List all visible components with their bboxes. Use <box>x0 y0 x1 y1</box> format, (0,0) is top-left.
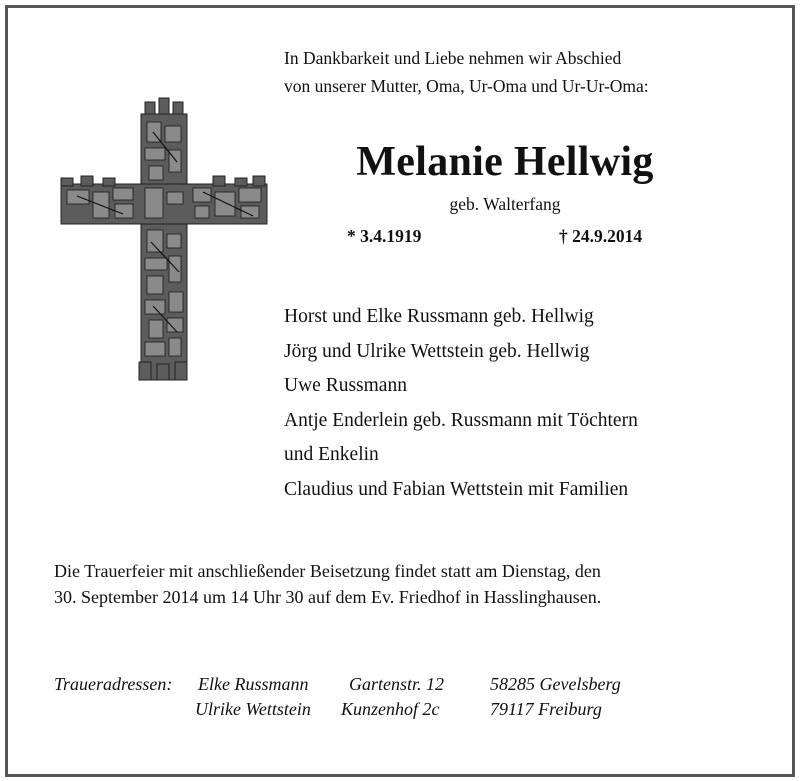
mourner-line: Claudius und Fabian Wettstein mit Familien <box>284 478 629 500</box>
address-city: 58285 Gevelsberg <box>490 674 621 694</box>
mourners-list <box>284 300 638 507</box>
maiden-name: geb. Walterfang <box>449 194 561 214</box>
mourner-line: und Enkelin <box>284 444 379 465</box>
mourner-line: Horst und Elke Russmann geb. Hellwig <box>284 306 594 327</box>
mourner-line: Antje Enderlein geb. Russmann mit Töchtern <box>284 409 638 431</box>
birth-date: * 3.4.1919 <box>347 226 422 246</box>
intro-line-2: von unserer Mutter, Oma, Ur-Oma und Ur-Ur-Oma: <box>284 76 649 96</box>
mourner-line: Jörg und Ulrike Wettstein geb. Hellwig <box>284 340 590 362</box>
address-street: Kunzenhof 2c <box>341 699 440 719</box>
address-city: 79117 Freiburg <box>490 699 602 719</box>
intro-line-1: In Dankbarkeit und Liebe nehmen wir Abschied <box>284 48 622 68</box>
address-name: Ulrike Wettstein <box>195 699 311 719</box>
funeral-line-1: Die Trauerfeier mit anschließender Beisetzung findet statt am Dienstag, den <box>54 561 601 581</box>
address-street: Gartenstr. 12 <box>349 674 445 694</box>
intro-text <box>284 44 649 100</box>
funeral-line-2: 30. September 2014 um 14 Uhr 30 auf dem Ev. Friedhof in Hasslinghausen. <box>54 587 602 607</box>
funeral-notice <box>54 558 601 610</box>
address-name: Elke Russmann <box>198 674 309 694</box>
address-label: Traueradressen: <box>54 674 173 694</box>
deceased-name: Melanie Hellwig <box>356 139 654 185</box>
cross-icon <box>53 92 273 384</box>
mourner-line: Uwe Russmann <box>284 375 407 396</box>
death-date: † 24.9.2014 <box>559 226 643 246</box>
